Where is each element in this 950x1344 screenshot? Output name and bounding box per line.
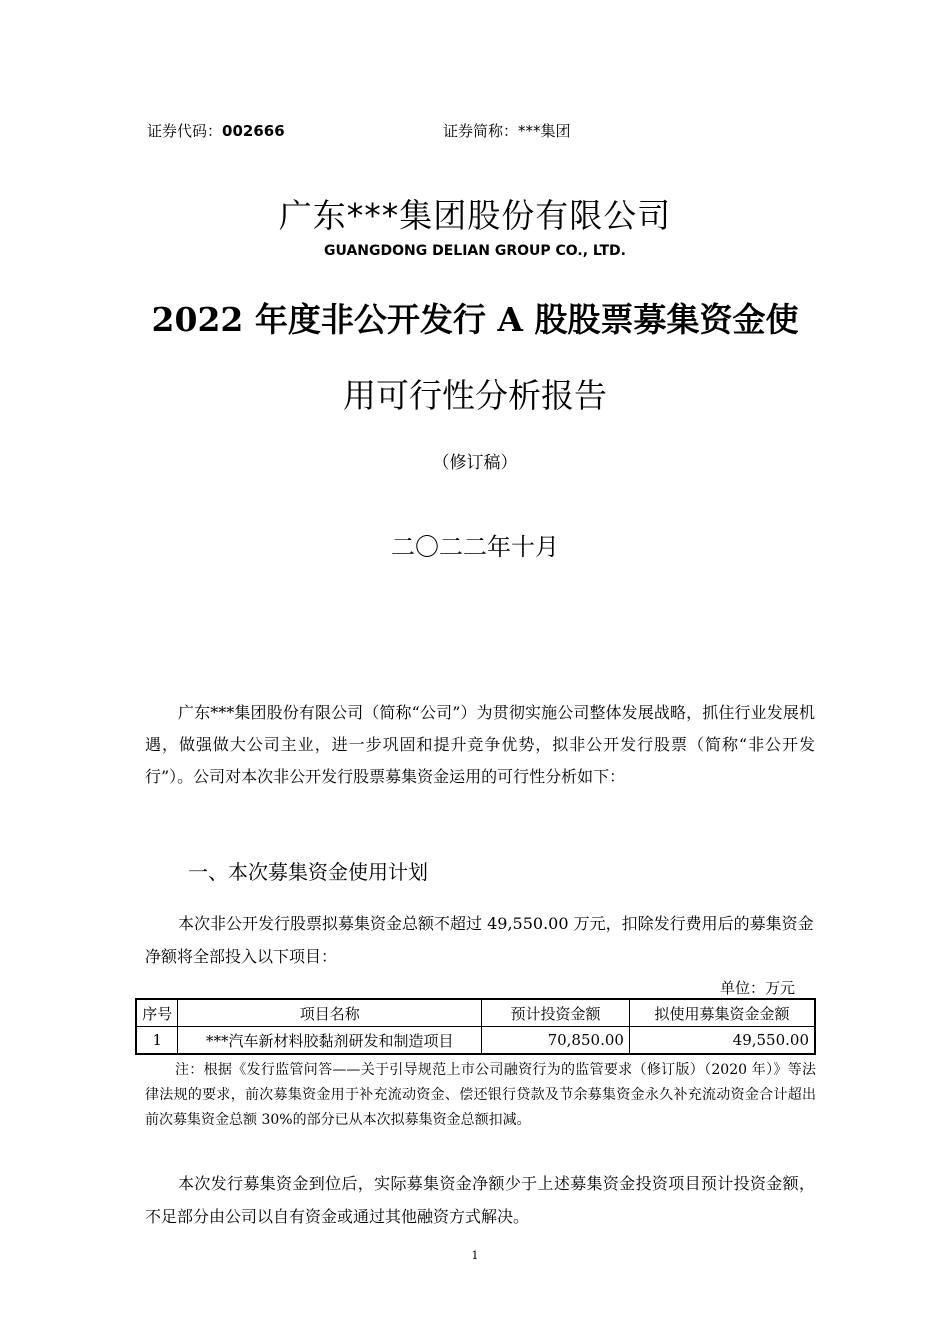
table-cell: 49,550.00 xyxy=(629,1027,815,1055)
report-title-line1: 2022 年度非公开发行 A 股股票募集资金使 xyxy=(151,300,799,339)
section-paragraph: 本次非公开发行股票拟募集资金总额不超过 49,550.00 万元，扣除发行费用后的募集资金净额将全部投入以下项目： xyxy=(145,914,814,966)
table-header-cell: 项目名称 xyxy=(178,999,482,1027)
table-row xyxy=(136,1027,815,1055)
stock-code xyxy=(147,120,285,141)
stock-short-name: 证券简称：***集团 xyxy=(443,122,571,140)
table-note: 注：根据《发行监管问答——关于引导规范上市公司融资行为的监管要求（修订版）（2020 年）》等法律法规的要求，前次募集资金用于补充流动资金、偿还银行贷款及节余募集资金永久补充流动资金合计超出前次募集资金总额 30%的部分已从本次拟募集资金总额扣减。 xyxy=(145,1062,816,1128)
table-header-cell: 预计投资金额 xyxy=(482,999,630,1027)
table-header-row xyxy=(136,999,815,1027)
table-cell: ***汽车新材料胶黏剂研发和制造项目 xyxy=(178,1027,482,1055)
project-table xyxy=(135,998,816,1055)
stock-code-label: 证券代码： xyxy=(147,122,223,140)
table-cell: 1 xyxy=(136,1027,178,1055)
intro-paragraph: 广东***集团股份有限公司（简称“公司”）为贯彻实施公司整体发展战略，抓住行业发展机遇，做强做大公司主业，进一步巩固和提升竞争优势，拟非公开发行股票（简称“非公开发行”）。公司对本次非公开发行股票募集资金运用的可行性分析如下： xyxy=(145,703,815,786)
table-header-cell: 拟使用募集资金金额 xyxy=(629,999,815,1027)
table-cell: 70,850.00 xyxy=(482,1027,630,1055)
stock-code-value: 002666 xyxy=(222,122,285,140)
report-date: 二〇二二年十月 xyxy=(391,533,559,561)
table-header-cell: 序号 xyxy=(136,999,178,1027)
closing-paragraph: 本次发行募集资金到位后，实际募集资金净额少于上述募集资金投资项目预计投资金额，不足部分由公司以自有资金或通过其他融资方式解决。 xyxy=(145,1174,815,1226)
section-heading: 一、本次募集资金使用计划 xyxy=(188,860,428,884)
revision-label: （修订稿） xyxy=(432,453,518,473)
report-title-line2: 用可行性分析报告 xyxy=(343,376,607,415)
company-name-en: GUANGDONG DELIAN GROUP CO., LTD. xyxy=(324,243,626,259)
page-number: 1 xyxy=(471,1249,479,1262)
company-name-cn: 广东***集团股份有限公司 xyxy=(278,196,672,235)
unit-label: 单位：万元 xyxy=(720,979,796,997)
